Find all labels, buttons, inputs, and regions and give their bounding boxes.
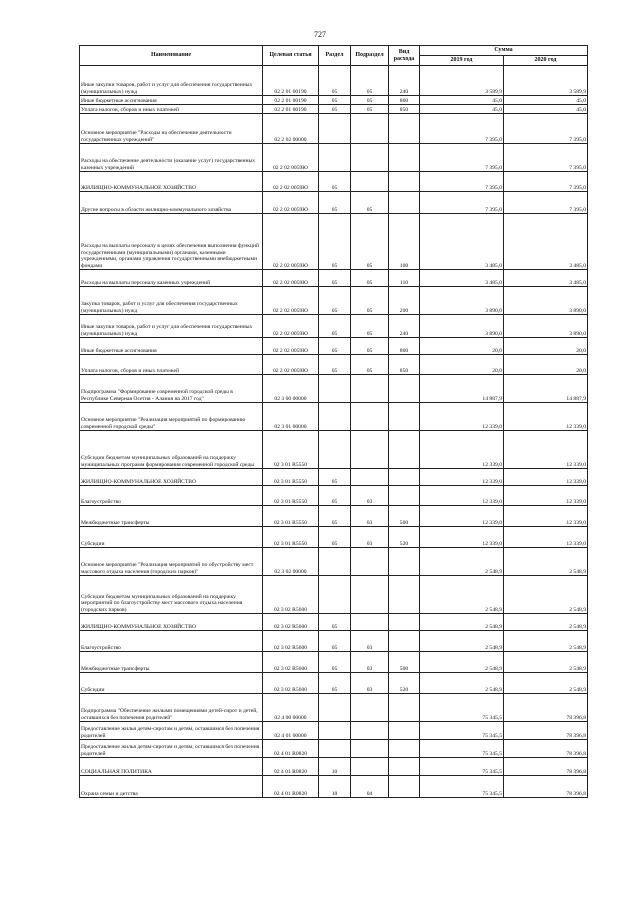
row-sum-2019: 75 345,5 (420, 740, 504, 758)
table-row (80, 375, 588, 403)
row-sum-2020: 3 589,9 (504, 66, 588, 96)
row-expense-type: 100 (389, 214, 420, 270)
row-expense-type (389, 114, 420, 144)
row-sum-2019: 2 548,9 (420, 548, 504, 576)
header-year-2020: 2020 год (504, 56, 588, 66)
row-subsection (351, 172, 389, 192)
row-section: 05 (319, 338, 351, 355)
row-name: Предоставление жилья детям-сиротам и детям, оставшимся без попечения родителей (80, 722, 263, 740)
row-name: Предоставление жилья детям-сиротам и детям, оставшимся без попечения родителей (80, 740, 263, 758)
table-row (80, 527, 588, 548)
table-row (80, 431, 588, 469)
row-sum-2019: 75 345,5 (420, 758, 504, 776)
table-row (80, 740, 588, 758)
table-row (80, 469, 588, 486)
row-sum-2019: 20,0 (420, 338, 504, 355)
table-row (80, 214, 588, 270)
row-name: Субсидии бюджетам муниципальных образований на поддержку мероприятий по благоустройству мест массового отдыха населения (городских парков) (80, 576, 263, 614)
row-expense-type: 240 (389, 315, 420, 338)
row-sum-2019: 3 485,0 (420, 270, 504, 287)
row-expense-type (389, 776, 420, 798)
row-sum-2020: 7 395,0 (504, 172, 588, 192)
row-subsection: 03 (351, 652, 389, 673)
table-row (80, 114, 588, 144)
row-section: 05 (319, 105, 351, 114)
row-target: 02 2 02 00000 (263, 114, 319, 144)
table-row (80, 144, 588, 172)
row-expense-type (389, 486, 420, 506)
row-target: 02 2 01 00190 (263, 105, 319, 114)
row-target: 02 2 02 0059Ю (263, 214, 319, 270)
row-expense-type: 200 (389, 287, 420, 315)
row-target: 02 4 01 R0820 (263, 740, 319, 758)
row-name: Расходы на выплаты персоналу в целях обеспечения выполнения функций государственными (муниципальными) органами, казенными учреждениями, органами управления государственными внебюджетными фондами (80, 214, 263, 270)
row-expense-type: 520 (389, 527, 420, 548)
row-sum-2020: 20,0 (504, 338, 588, 355)
row-expense-type (389, 631, 420, 652)
row-sum-2020: 7 395,0 (504, 114, 588, 144)
row-name: Расходы на выплаты персоналу казенных учреждений (80, 270, 263, 287)
row-sum-2019: 2 548,9 (420, 576, 504, 614)
row-sum-2020: 78 396,8 (504, 758, 588, 776)
table-body (80, 66, 588, 798)
row-section: 10 (319, 776, 351, 798)
row-sum-2019: 3 589,9 (420, 66, 504, 96)
row-target: 02 3 01 R5550 (263, 527, 319, 548)
row-sum-2019: 45,0 (420, 96, 504, 105)
row-section (319, 722, 351, 740)
row-target: 02 3 01 R5550 (263, 469, 319, 486)
row-sum-2019: 2 548,9 (420, 673, 504, 694)
table-row (80, 614, 588, 631)
row-section: 05 (319, 652, 351, 673)
row-sum-2020: 12 339,0 (504, 403, 588, 431)
row-subsection: 05 (351, 315, 389, 338)
row-target: 02 3 02 R5600 (263, 631, 319, 652)
row-sum-2020: 12 339,0 (504, 486, 588, 506)
row-name: Основное мероприятие "Расходы на обеспечение деятельности государственных учреждений" (80, 114, 263, 144)
row-target: 02 3 02 R5600 (263, 614, 319, 631)
row-sum-2019: 75 345,5 (420, 776, 504, 798)
row-subsection: 05 (351, 270, 389, 287)
row-section: 05 (319, 486, 351, 506)
row-subsection: 03 (351, 486, 389, 506)
row-section: 05 (319, 527, 351, 548)
table-row (80, 270, 588, 287)
row-name: Закупка товаров, работ и услуг для обеспечения государственных (муниципальных) нужд (80, 287, 263, 315)
row-sum-2020: 2 548,9 (504, 548, 588, 576)
row-target: 02 2 01 00190 (263, 66, 319, 96)
row-sum-2019: 2 548,9 (420, 631, 504, 652)
row-section (319, 740, 351, 758)
row-subsection (351, 144, 389, 172)
row-target: 02 3 01 00000 (263, 403, 319, 431)
table-row (80, 355, 588, 375)
header-target: Целевая статья (263, 46, 319, 66)
row-section: 10 (319, 758, 351, 776)
row-section (319, 694, 351, 722)
row-name: ЖИЛИЩНО-КОММУНАЛЬНОЕ ХОЗЯЙСТВО (80, 172, 263, 192)
row-section: 05 (319, 172, 351, 192)
row-subsection: 05 (351, 96, 389, 105)
row-section: 05 (319, 270, 351, 287)
row-target: 02 3 02 00000 (263, 548, 319, 576)
row-subsection: 03 (351, 506, 389, 527)
row-expense-type (389, 144, 420, 172)
row-name: Благоустройство (80, 486, 263, 506)
row-sum-2019: 7 395,0 (420, 172, 504, 192)
row-name: Другие вопросы в области жилищно-коммунального хозяйства (80, 192, 263, 214)
header-expense-type: Вид расхода (389, 46, 420, 66)
row-section (319, 375, 351, 403)
row-subsection: 05 (351, 355, 389, 375)
row-sum-2019: 2 548,9 (420, 614, 504, 631)
row-target: 02 4 00 00000 (263, 694, 319, 722)
table-row (80, 338, 588, 355)
row-expense-type (389, 758, 420, 776)
row-sum-2019: 3 485,0 (420, 214, 504, 270)
row-target: 02 3 02 R5600 (263, 652, 319, 673)
table-row (80, 105, 588, 114)
row-expense-type (389, 403, 420, 431)
row-section: 05 (319, 614, 351, 631)
row-subsection (351, 722, 389, 740)
header-sum: Сумма (420, 46, 588, 56)
row-sum-2019: 12 339,0 (420, 506, 504, 527)
table-row (80, 673, 588, 694)
row-subsection: 05 (351, 66, 389, 96)
row-sum-2020: 12 339,0 (504, 527, 588, 548)
row-sum-2019: 7 395,0 (420, 192, 504, 214)
row-name: ЖИЛИЩНО-КОММУНАЛЬНОЕ ХОЗЯЙСТВО (80, 614, 263, 631)
row-name: Иные бюджетные ассигнования (80, 338, 263, 355)
row-subsection: 05 (351, 338, 389, 355)
row-name: Межбюджетные трансферты (80, 506, 263, 527)
row-sum-2020: 2 548,9 (504, 673, 588, 694)
row-sum-2020: 2 548,9 (504, 576, 588, 614)
row-target: 02 2 01 00190 (263, 96, 319, 105)
row-expense-type: 800 (389, 96, 420, 105)
row-target: 02 2 02 0059Ю (263, 355, 319, 375)
row-sum-2019: 75 345,5 (420, 694, 504, 722)
row-sum-2020: 78 396,8 (504, 740, 588, 758)
row-section: 05 (319, 214, 351, 270)
row-sum-2020: 20,0 (504, 355, 588, 375)
row-expense-type (389, 576, 420, 614)
row-expense-type (389, 694, 420, 722)
table-row (80, 403, 588, 431)
row-expense-type (389, 469, 420, 486)
row-expense-type (389, 172, 420, 192)
row-sum-2020: 45,0 (504, 96, 588, 105)
row-sum-2020: 78 396,8 (504, 776, 588, 798)
row-sum-2020: 2 548,9 (504, 614, 588, 631)
row-expense-type: 850 (389, 105, 420, 114)
row-name: Основное мероприятие "Реализация мероприятий по формированию современной городской среды" (80, 403, 263, 431)
row-expense-type: 800 (389, 338, 420, 355)
row-sum-2019: 75 345,5 (420, 722, 504, 740)
row-subsection (351, 431, 389, 469)
row-expense-type: 500 (389, 652, 420, 673)
table-row (80, 631, 588, 652)
row-section: 05 (319, 96, 351, 105)
row-sum-2020: 7 395,0 (504, 144, 588, 172)
row-subsection (351, 403, 389, 431)
row-expense-type (389, 548, 420, 576)
row-name: Охрана семьи и детства (80, 776, 263, 798)
row-name: Расходы на обеспечение деятельности (оказание услуг) государственных казенных учреждений (80, 144, 263, 172)
header-section: Раздел (319, 46, 351, 66)
row-section: 05 (319, 469, 351, 486)
row-name: Субсидии (80, 673, 263, 694)
row-sum-2019: 12 339,0 (420, 431, 504, 469)
row-name: Субсидии бюджетам муниципальных образований на поддержку муниципальных программ формирования современной городской среды (80, 431, 263, 469)
row-subsection (351, 114, 389, 144)
row-name: Подпрограмма "Обеспечение жилыми помещениями детей-сирот и детей, оставшихся без попечения родителей" (80, 694, 263, 722)
table-row (80, 548, 588, 576)
budget-table (79, 45, 588, 798)
row-subsection (351, 548, 389, 576)
row-sum-2020: 3 485,0 (504, 214, 588, 270)
row-name: Уплата налогов, сборов и иных платежей (80, 355, 263, 375)
table-row (80, 486, 588, 506)
row-expense-type (389, 192, 420, 214)
table-row (80, 576, 588, 614)
row-expense-type (389, 740, 420, 758)
row-sum-2020: 12 339,0 (504, 431, 588, 469)
row-target: 02 3 01 R5550 (263, 486, 319, 506)
row-sum-2019: 20,0 (420, 355, 504, 375)
row-target: 02 2 02 0059Ю (263, 144, 319, 172)
row-section (319, 114, 351, 144)
row-subsection: 05 (351, 105, 389, 114)
row-expense-type: 500 (389, 506, 420, 527)
table-header (80, 46, 588, 66)
row-subsection (351, 740, 389, 758)
row-name: ЖИЛИЩНО-КОММУНАЛЬНОЕ ХОЗЯЙСТВО (80, 469, 263, 486)
row-name: Иные закупки товаров, работ и услуг для обеспечения государственных (муниципальных) нужд (80, 66, 263, 96)
row-sum-2019: 12 339,0 (420, 403, 504, 431)
row-expense-type: 110 (389, 270, 420, 287)
row-expense-type: 520 (389, 673, 420, 694)
row-target: 02 4 01 R0820 (263, 776, 319, 798)
row-target: 02 2 02 0059Ю (263, 270, 319, 287)
row-section: 05 (319, 192, 351, 214)
header-name: Наименование (80, 46, 263, 66)
row-subsection (351, 375, 389, 403)
row-sum-2019: 45,0 (420, 105, 504, 114)
row-subsection: 04 (351, 776, 389, 798)
table-row (80, 66, 588, 96)
row-section: 05 (319, 355, 351, 375)
row-name: Основное мероприятие "Реализация мероприятий по обустройству мест массового отдыха населения (городских парков)" (80, 548, 263, 576)
row-sum-2019: 12 339,0 (420, 469, 504, 486)
row-expense-type (389, 431, 420, 469)
row-subsection: 03 (351, 527, 389, 548)
row-name: СОЦИАЛЬНАЯ ПОЛИТИКА (80, 758, 263, 776)
row-expense-type (389, 614, 420, 631)
header-subsection: Подраздел (351, 46, 389, 66)
table-row (80, 287, 588, 315)
row-section (319, 403, 351, 431)
row-sum-2020: 3 890,0 (504, 315, 588, 338)
row-sum-2019: 3 890,0 (420, 287, 504, 315)
table-row (80, 694, 588, 722)
header-year-2019: 2019 год (420, 56, 504, 66)
page-number: 727 (314, 30, 326, 39)
row-sum-2020: 3 485,0 (504, 270, 588, 287)
row-section: 05 (319, 506, 351, 527)
table-row (80, 96, 588, 105)
row-name: Межбюджетные трансферты (80, 652, 263, 673)
row-section (319, 431, 351, 469)
row-target: 02 2 02 0059Ю (263, 192, 319, 214)
row-expense-type (389, 722, 420, 740)
row-sum-2019: 3 890,0 (420, 315, 504, 338)
row-target: 02 3 01 R5550 (263, 431, 319, 469)
row-section (319, 144, 351, 172)
row-target: 02 3 02 R5600 (263, 576, 319, 614)
row-subsection: 05 (351, 214, 389, 270)
table-row (80, 652, 588, 673)
row-subsection: 05 (351, 287, 389, 315)
row-target: 02 2 02 0059Ю (263, 287, 319, 315)
row-name: Уплата налогов, сборов и иных платежей (80, 105, 263, 114)
row-sum-2019: 7 395,0 (420, 114, 504, 144)
row-sum-2020: 2 548,9 (504, 631, 588, 652)
table-row (80, 776, 588, 798)
row-subsection (351, 614, 389, 631)
row-target: 02 3 00 00000 (263, 375, 319, 403)
row-subsection: 05 (351, 192, 389, 214)
row-subsection (351, 469, 389, 486)
row-expense-type: 850 (389, 355, 420, 375)
row-sum-2020: 14 887,9 (504, 375, 588, 403)
row-subsection (351, 576, 389, 614)
row-name: Субсидии (80, 527, 263, 548)
table-row (80, 172, 588, 192)
row-sum-2020: 45,0 (504, 105, 588, 114)
row-sum-2020: 12 339,0 (504, 469, 588, 486)
row-sum-2020: 2 548,9 (504, 652, 588, 673)
table-row (80, 192, 588, 214)
row-target: 02 2 02 0059Ю (263, 172, 319, 192)
row-subsection: 03 (351, 673, 389, 694)
row-section: 05 (319, 673, 351, 694)
row-sum-2020: 3 890,0 (504, 287, 588, 315)
row-section (319, 576, 351, 614)
row-section: 05 (319, 66, 351, 96)
row-subsection (351, 758, 389, 776)
row-sum-2019: 2 548,9 (420, 652, 504, 673)
table-row (80, 315, 588, 338)
row-section: 05 (319, 287, 351, 315)
row-target: 02 2 02 0059Ю (263, 338, 319, 355)
row-sum-2020: 12 339,0 (504, 506, 588, 527)
row-section: 05 (319, 631, 351, 652)
row-subsection: 03 (351, 631, 389, 652)
row-sum-2019: 12 339,0 (420, 486, 504, 506)
row-sum-2020: 78 396,8 (504, 694, 588, 722)
table-row (80, 506, 588, 527)
table-row (80, 758, 588, 776)
row-expense-type: 240 (389, 66, 420, 96)
row-target: 02 3 02 R5600 (263, 673, 319, 694)
row-expense-type (389, 375, 420, 403)
row-name: Иные закупки товаров, работ и услуг для обеспечения государственных (муниципальных) нужд (80, 315, 263, 338)
row-sum-2019: 14 887,9 (420, 375, 504, 403)
row-sum-2020: 7 395,0 (504, 192, 588, 214)
row-target: 02 2 02 0059Ю (263, 315, 319, 338)
row-sum-2019: 12 339,0 (420, 527, 504, 548)
row-name: Подпрограмма "Формирование современной городской среды в Республике Северная Осетия - Алания на 2017 год" (80, 375, 263, 403)
row-section (319, 548, 351, 576)
row-name: Благоустройство (80, 631, 263, 652)
row-target: 02 4 01 00000 (263, 722, 319, 740)
table-row (80, 722, 588, 740)
row-subsection (351, 694, 389, 722)
row-target: 02 3 01 R5550 (263, 506, 319, 527)
row-sum-2019: 7 395,0 (420, 144, 504, 172)
row-name: Иные бюджетные ассигнования (80, 96, 263, 105)
row-sum-2020: 78 396,8 (504, 722, 588, 740)
row-target: 02 4 01 R0820 (263, 758, 319, 776)
row-section: 05 (319, 315, 351, 338)
